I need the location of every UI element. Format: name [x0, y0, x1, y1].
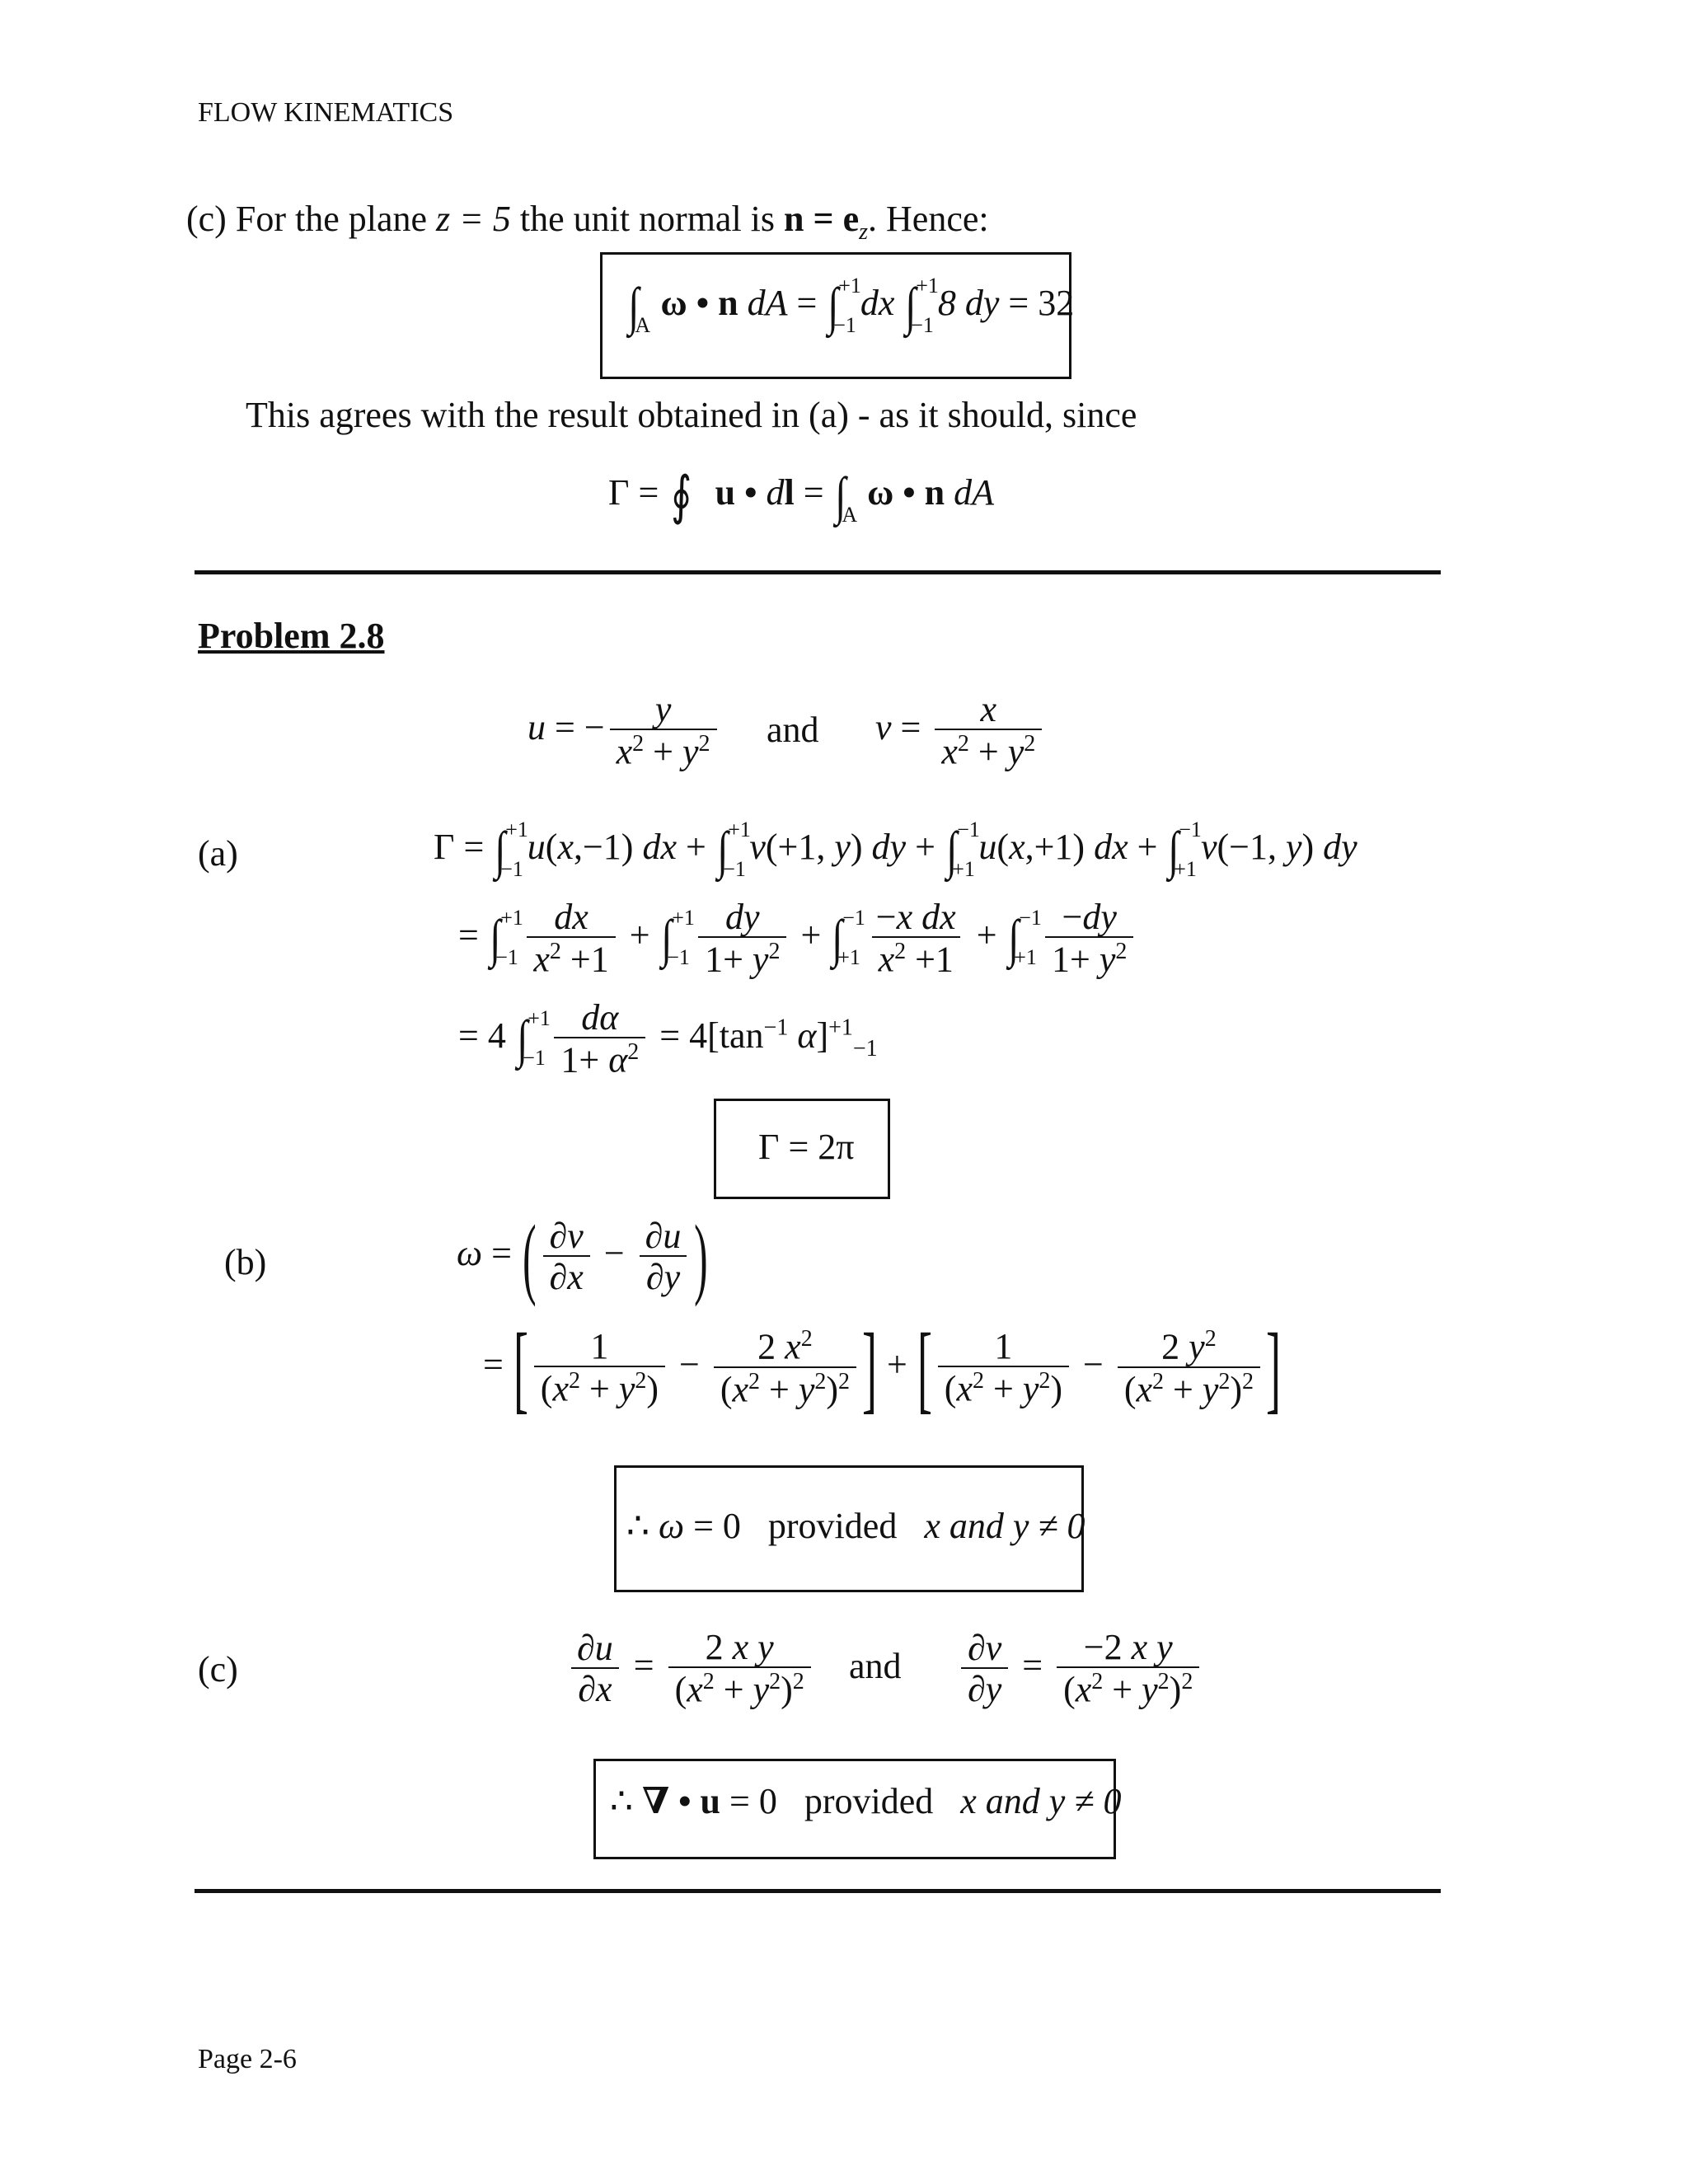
velocity-v-definition: v = $\frac{x}{x^2 + y^2}$ [875, 691, 1047, 771]
page-number: Page 2-6 [198, 2044, 297, 2074]
part-b-label: (b) [224, 1242, 267, 1282]
hence-text: . Hence: [868, 199, 989, 239]
normal-text: the unit normal is [519, 199, 776, 239]
vorticity-expansion: = [ $\frac{1}{(x^2 + y^2)}$ − $\frac{2 x^2}{(x^2 + y^2)^2}$ ] + [ $\frac{1}{(x^2 + y^2)}$ − $\frac{2 y^2}{(x^2 + y^2)^2}$ ] [483, 1313, 1282, 1422]
and-label-2: and [849, 1646, 902, 1686]
stokes-equation: Γ = ∮ u • dl = ∫ A ω • n dA [608, 466, 995, 527]
problem-title: Problem 2.8 [198, 616, 385, 656]
divergence-provided: provided [804, 1781, 934, 1821]
tan-expression: = 4[tan [659, 1015, 764, 1057]
plane-text: For the plane [235, 199, 428, 239]
vorticity-provided: provided [767, 1506, 898, 1546]
circulation-result: Γ = 2π [758, 1127, 855, 1167]
vorticity-result: ∴ ω = 0 provided x and y ≠ 0 [626, 1506, 1085, 1546]
integrand: 8 dy [937, 283, 1000, 324]
and-label-1: and [767, 710, 819, 750]
vorticity-condition: x and y ≠ 0 [924, 1506, 1085, 1546]
page-header: FLOW KINEMATICS [198, 97, 454, 128]
circulation-line-3: = 4 ∫ +1 −1 $\frac{d\alpha}{1+ \alpha^2}$ = $4[\tan^{-1}$ α]$^{+1}_{-1}$ [458, 997, 878, 1080]
circulation-line-1: Γ = ∫ +1 −1 u(x,−1) dx + ∫ +1 −1 v(+1, y) dy + ∫ −1 +1 u(x,+1) dx + ∫ −1 +1 v(−1, y) dy [434, 818, 1357, 881]
section-divider-top [195, 570, 1441, 574]
flux-integral-equation: ∫ A ω • n dA = ∫ +1 −1 dx ∫ +1 −1 8 dy = 32 [628, 274, 1075, 337]
normal-subscript: z [859, 218, 869, 245]
circulation-line-2: = ∫ +1 −1 $\frac{dx}{x^2 +1}$ + ∫ +1 −1 $\frac{dy}{1+ y^2}$ + ∫ −1 +1 $\frac{\text{−x dx}}{x^2 +1}$ + ∫ −1 +1 $\frac{-dy}{1+ y^2}$ [458, 898, 1138, 979]
part-c-top-label: (c) [186, 199, 227, 239]
plane-equation: z = 5 [436, 199, 511, 239]
du-dx-equation: $\frac{\partial u}{\partial x}$ = $\frac{\text{2 x y}}{(x^2 + y^2)^2}$ [565, 1629, 816, 1709]
divergence-condition: x and y ≠ 0 [960, 1781, 1122, 1821]
part-c-top-line [186, 198, 989, 246]
vorticity-definition: ω = ( $\frac{\partial v}{\partial x}$ − $\frac{\partial u}{\partial y}$ ) [457, 1207, 708, 1307]
part-a-label: (a) [198, 833, 238, 874]
velocity-u-definition: u = − $\frac{y}{x^2 + y^2}$ [528, 691, 722, 771]
normal-equation: n = e [784, 199, 860, 239]
flux-value: = 32 [1008, 283, 1075, 324]
agreement-text: This agrees with the result obtained in (a) - as it should, since [246, 395, 1137, 435]
part-c-label: (c) [198, 1649, 238, 1690]
divergence-result: ∴ ∇ • u = 0 provided x and y ≠ 0 [610, 1781, 1122, 1821]
dv-dy-equation: $\frac{\partial v}{\partial y}$ = $\frac{\text{−2 x y}}{(x^2 + y^2)^2}$ [956, 1629, 1204, 1709]
section-divider-bottom [195, 1889, 1441, 1893]
